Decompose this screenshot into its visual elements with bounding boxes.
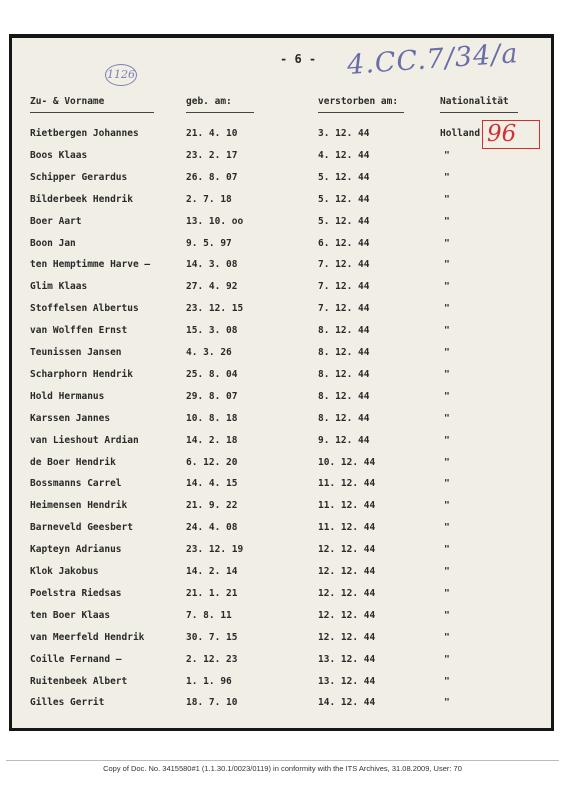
table-row bbox=[12, 172, 551, 192]
person-name: Scharphorn Hendrik bbox=[30, 368, 133, 380]
table-row bbox=[12, 632, 551, 652]
person-name: van Lieshout Ardian bbox=[30, 434, 139, 446]
death-date: 11. 12. 44 bbox=[318, 500, 376, 512]
person-name: Bossmanns Carrel bbox=[30, 478, 122, 490]
person-name: van Meerfeld Hendrik bbox=[30, 631, 145, 643]
header-nationality: Nationalität bbox=[440, 96, 509, 107]
table-row bbox=[12, 128, 551, 148]
nationality: " bbox=[444, 171, 450, 183]
death-date: 5. 12. 44 bbox=[318, 215, 370, 227]
person-name: Poelstra Riedsas bbox=[30, 587, 122, 599]
death-date: 3. 12. 44 bbox=[318, 128, 370, 139]
header-underline-birth bbox=[186, 100, 254, 112]
person-name: Klok Jakobus bbox=[30, 566, 99, 577]
table-row bbox=[12, 457, 551, 477]
nationality: " bbox=[444, 653, 450, 665]
table-row bbox=[12, 478, 551, 498]
table-row bbox=[12, 303, 551, 323]
handwritten-reference: 4.CC.7/34/a bbox=[346, 38, 520, 81]
birth-date: 18. 7. 10 bbox=[186, 697, 238, 709]
table-row bbox=[12, 216, 551, 236]
nationality: " bbox=[444, 325, 450, 337]
birth-date: 7. 8. 11 bbox=[186, 609, 232, 621]
person-name: Karssen Jannes bbox=[30, 412, 111, 424]
nationality: " bbox=[444, 675, 450, 687]
nationality: " bbox=[444, 456, 450, 468]
person-name: Heimensen Hendrik bbox=[30, 500, 128, 512]
birth-date: 13. 10. oo bbox=[186, 215, 244, 227]
death-date: 8. 12. 44 bbox=[318, 412, 370, 424]
person-name: Barneveld Geesbert bbox=[30, 522, 133, 534]
nationality: " bbox=[444, 215, 450, 227]
birth-date: 27. 4. 92 bbox=[186, 281, 238, 293]
person-name: Kapteyn Adrianus bbox=[30, 544, 122, 556]
birth-date: 23. 12. 15 bbox=[186, 303, 244, 315]
death-date: 11. 12. 44 bbox=[318, 478, 376, 490]
birth-date: 9. 5. 97 bbox=[186, 237, 232, 249]
person-name: Bilderbeek Hendrik bbox=[30, 193, 133, 205]
birth-date: 14. 3. 08 bbox=[186, 259, 238, 271]
nationality: " bbox=[444, 368, 450, 380]
table-row bbox=[12, 259, 551, 279]
birth-date: 14. 2. 14 bbox=[186, 566, 238, 577]
table-row bbox=[12, 150, 551, 170]
header-birth: geb. am: bbox=[186, 96, 232, 107]
birth-date: 29. 8. 07 bbox=[186, 390, 238, 402]
person-name: Schipper Gerardus bbox=[30, 171, 128, 183]
death-date: 8. 12. 44 bbox=[318, 325, 370, 337]
table-row bbox=[12, 325, 551, 345]
nationality: " bbox=[444, 697, 450, 709]
person-name: Rietbergen Johannes bbox=[30, 128, 139, 139]
nationality: " bbox=[444, 303, 450, 315]
birth-date: 21. 1. 21 bbox=[186, 587, 238, 599]
death-date: 14. 12. 44 bbox=[318, 697, 376, 709]
table-row bbox=[12, 347, 551, 367]
table-row bbox=[12, 588, 551, 608]
person-name: Teunissen Jansen bbox=[30, 347, 122, 358]
person-name: Stoffelsen Albertus bbox=[30, 303, 139, 315]
birth-date: 23. 2. 17 bbox=[186, 149, 238, 161]
birth-date: 30. 7. 15 bbox=[186, 631, 238, 643]
nationality: " bbox=[444, 566, 450, 577]
nationality: " bbox=[444, 434, 450, 446]
nationality: " bbox=[444, 412, 450, 424]
death-date: 12. 12. 44 bbox=[318, 631, 376, 643]
birth-date: 23. 12. 19 bbox=[186, 544, 244, 556]
person-name: Hold Hermanus bbox=[30, 390, 105, 402]
death-date: 8. 12. 44 bbox=[318, 368, 370, 380]
table-row bbox=[12, 522, 551, 542]
death-date: 5. 12. 44 bbox=[318, 193, 370, 205]
person-name: Gilles Gerrit bbox=[30, 697, 105, 709]
table-row bbox=[12, 676, 551, 696]
table-row bbox=[12, 281, 551, 301]
death-date: 11. 12. 44 bbox=[318, 522, 376, 534]
table-row bbox=[12, 654, 551, 674]
person-name: Boer Aart bbox=[30, 215, 82, 227]
archive-footer: Copy of Doc. No. 3415580#1 (1.1.30.1/0023/0119) in conformity with the ITS Archives, 31.08.2009, User: 70 bbox=[103, 764, 462, 773]
death-date: 12. 12. 44 bbox=[318, 566, 376, 577]
header-underline-nationality bbox=[440, 100, 518, 112]
nationality: " bbox=[444, 522, 450, 534]
nationality: " bbox=[444, 149, 450, 161]
nationality: Holland bbox=[440, 128, 481, 139]
table-row bbox=[12, 435, 551, 455]
person-name: ten Boer Klaas bbox=[30, 609, 111, 621]
table-row bbox=[12, 238, 551, 258]
death-date: 5. 12. 44 bbox=[318, 171, 370, 183]
person-name: de Boer Hendrik bbox=[30, 456, 116, 468]
page-number: - 6 - bbox=[280, 52, 317, 66]
header-name: Zu- & Vorname bbox=[30, 96, 105, 107]
nationality: " bbox=[444, 193, 450, 205]
table-row bbox=[12, 566, 551, 586]
table-row bbox=[12, 413, 551, 433]
person-name: Boos Klaas bbox=[30, 149, 88, 161]
header-death: verstorben am: bbox=[318, 96, 399, 107]
person-name: Ruitenbeek Albert bbox=[30, 675, 128, 687]
nationality: " bbox=[444, 259, 450, 271]
table-row bbox=[12, 194, 551, 214]
table-row bbox=[12, 544, 551, 564]
table-row bbox=[12, 500, 551, 520]
death-date: 7. 12. 44 bbox=[318, 303, 370, 315]
birth-date: 24. 4. 08 bbox=[186, 522, 238, 534]
table-row bbox=[12, 369, 551, 389]
death-date: 8. 12. 44 bbox=[318, 347, 370, 358]
death-date: 7. 12. 44 bbox=[318, 281, 370, 293]
birth-date: 2. 12. 23 bbox=[186, 653, 238, 665]
red-box-annotation: 96 bbox=[482, 120, 540, 149]
nationality: " bbox=[444, 237, 450, 249]
header-underline-name bbox=[30, 100, 154, 112]
birth-date: 2. 7. 18 bbox=[186, 193, 232, 205]
death-date: 9. 12. 44 bbox=[318, 434, 370, 446]
circled-note: 1126 bbox=[105, 64, 137, 86]
death-date: 6. 12. 44 bbox=[318, 237, 370, 249]
death-date: 12. 12. 44 bbox=[318, 609, 376, 621]
nationality: " bbox=[444, 281, 450, 293]
death-date: 8. 12. 44 bbox=[318, 390, 370, 402]
footer-divider bbox=[6, 760, 559, 761]
birth-date: 4. 3. 26 bbox=[186, 347, 232, 358]
birth-date: 26. 8. 07 bbox=[186, 171, 238, 183]
birth-date: 14. 2. 18 bbox=[186, 434, 238, 446]
birth-date: 21. 4. 10 bbox=[186, 128, 238, 139]
birth-date: 6. 12. 20 bbox=[186, 456, 238, 468]
nationality: " bbox=[444, 500, 450, 512]
death-date: 13. 12. 44 bbox=[318, 675, 376, 687]
nationality: " bbox=[444, 544, 450, 556]
birth-date: 21. 9. 22 bbox=[186, 500, 238, 512]
person-name: Coille Fernand — bbox=[30, 653, 122, 665]
death-date: 13. 12. 44 bbox=[318, 653, 376, 665]
death-date: 10. 12. 44 bbox=[318, 456, 376, 468]
birth-date: 1. 1. 96 bbox=[186, 675, 232, 687]
person-name: Glim Klaas bbox=[30, 281, 88, 293]
person-name: ten Hemptimme Harve — bbox=[30, 259, 151, 271]
nationality: " bbox=[444, 609, 450, 621]
birth-date: 25. 8. 04 bbox=[186, 368, 238, 380]
header-underline-death bbox=[318, 100, 404, 112]
document-page bbox=[12, 38, 551, 728]
nationality: " bbox=[444, 390, 450, 402]
death-date: 12. 12. 44 bbox=[318, 587, 376, 599]
table-row bbox=[12, 610, 551, 630]
nationality: " bbox=[444, 347, 450, 358]
birth-date: 14. 4. 15 bbox=[186, 478, 238, 490]
death-date: 7. 12. 44 bbox=[318, 259, 370, 271]
nationality: " bbox=[444, 478, 450, 490]
nationality: " bbox=[444, 587, 450, 599]
nationality: " bbox=[444, 631, 450, 643]
table-row bbox=[12, 697, 551, 717]
table-row bbox=[12, 391, 551, 411]
death-date: 4. 12. 44 bbox=[318, 149, 370, 161]
person-name: van Wolffen Ernst bbox=[30, 325, 128, 337]
person-name: Boon Jan bbox=[30, 237, 76, 249]
death-date: 12. 12. 44 bbox=[318, 544, 376, 556]
birth-date: 10. 8. 18 bbox=[186, 412, 238, 424]
birth-date: 15. 3. 08 bbox=[186, 325, 238, 337]
